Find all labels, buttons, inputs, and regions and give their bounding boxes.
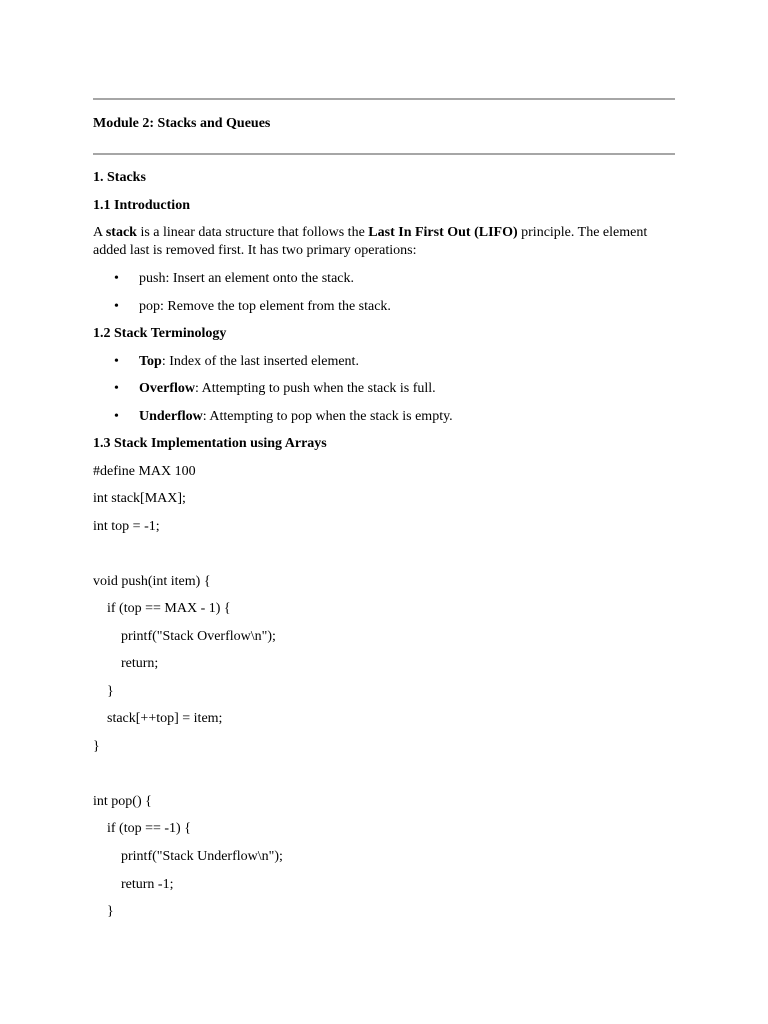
list-item-top (139, 353, 359, 371)
code-line: } (93, 904, 114, 919)
term-overflow: Overflow (139, 381, 195, 396)
list-item-pop: pop: Remove the top element from the stack. (139, 299, 391, 314)
code-line: if (top == -1) { (93, 821, 191, 836)
intro-term-lifo: Last In First Out (LIFO) (368, 225, 518, 240)
term-underflow-desc: : Attempting to pop when the stack is empty. (202, 409, 453, 424)
module-title: Module 2: Stacks and Queues (93, 116, 271, 131)
code-line: return -1; (93, 877, 174, 892)
list-item-underflow (139, 408, 453, 426)
code-line: int pop() { (93, 794, 152, 809)
code-line: void push(int item) { (93, 574, 211, 589)
list-item-overflow (139, 380, 436, 398)
section-heading-stacks: 1. Stacks (93, 170, 146, 185)
bullet-icon: • (114, 299, 119, 314)
list-item-push: push: Insert an element onto the stack. (139, 271, 354, 286)
intro-text-2: is a linear data structure that follows the (136, 225, 369, 240)
bullet-icon: • (114, 409, 119, 424)
code-line: printf("Stack Underflow\n"); (93, 849, 283, 864)
code-line: #define MAX 100 (93, 464, 196, 479)
term-top-desc: : Index of the last inserted element. (161, 354, 359, 369)
term-overflow-desc: : Attempting to push when the stack is full. (194, 381, 436, 396)
section-heading-implementation: 1.3 Stack Implementation using Arrays (93, 436, 327, 451)
term-underflow: Underflow (139, 409, 203, 424)
intro-term-stack: stack (105, 225, 137, 240)
code-line: if (top == MAX - 1) { (93, 601, 231, 616)
bullet-icon: • (114, 354, 119, 369)
bullet-icon: • (114, 271, 119, 286)
section-heading-introduction: 1.1 Introduction (93, 198, 190, 213)
code-line: } (93, 739, 100, 754)
top-rule (93, 98, 675, 100)
code-line: int top = -1; (93, 519, 160, 534)
title-rule (93, 153, 675, 155)
code-line: int stack[MAX]; (93, 491, 186, 506)
term-top: Top (139, 354, 162, 369)
code-line: printf("Stack Overflow\n"); (93, 629, 276, 644)
code-line: stack[++top] = item; (93, 711, 223, 726)
code-line: return; (93, 656, 159, 671)
bullet-icon: • (114, 381, 119, 396)
intro-text-3: principle. The element added last is removed first. It has two primary operations: (93, 225, 648, 258)
section-heading-terminology: 1.2 Stack Terminology (93, 326, 227, 341)
code-line: } (93, 684, 114, 699)
intro-text-1: A (93, 225, 106, 240)
intro-paragraph (93, 224, 668, 260)
